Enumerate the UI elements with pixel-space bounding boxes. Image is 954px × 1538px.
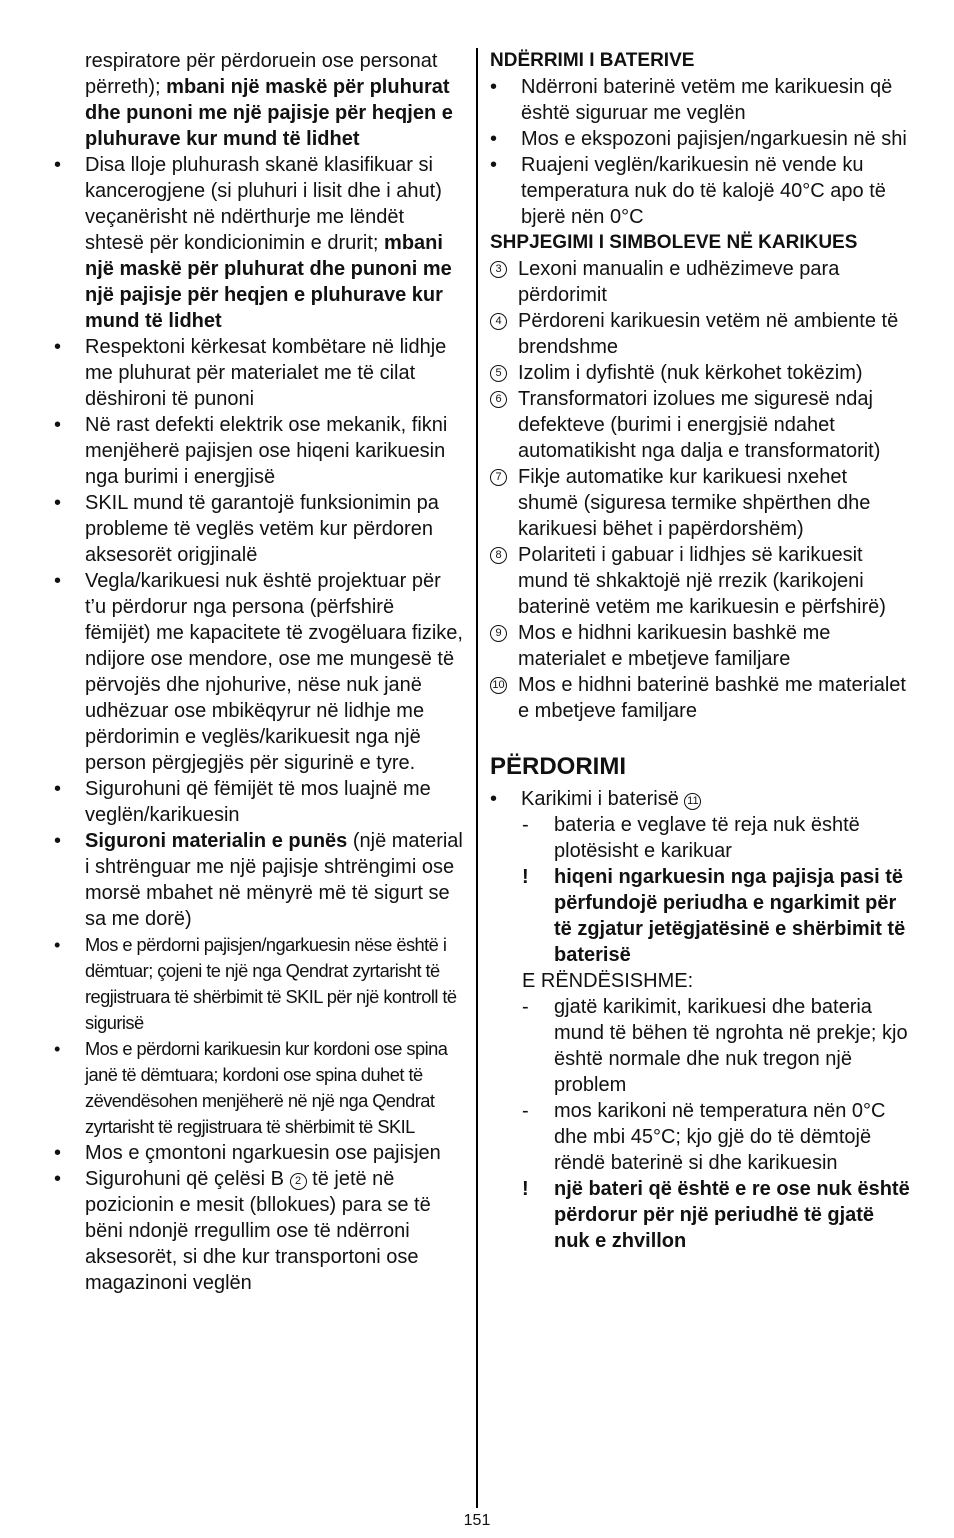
callout-number: 5 [490,365,507,382]
section-title-usage: PËRDORIMI [490,753,627,780]
bullet-marker: • [54,154,62,176]
warning-item: ! hiqeni ngarkuesin nga pajisja pasi të përfundojë periudha e ngarkimit për të zgjatur jetëgjatësinë e shërbimit të baterisë [522,866,906,966]
bullet-marker: • [54,1038,60,1059]
callout-number: 6 [490,391,507,408]
bullet-marker: • [54,1168,62,1190]
bullet-marker: • [54,778,62,800]
list-item: • Respektoni kërkesat kombëtare në lidhje me pluhurat për materialet me të cilat dëshironi të punoni [54,336,447,410]
symbol-item: 8 Polariteti i gabuar i lidhjes së karikuesit mund të shkaktojë një rrezik (karikojeni baterinë vetëm me karikuesin e përfshirë) [490,542,910,620]
bullet-marker: • [54,336,62,358]
symbol-item: 6 Transformatori izolues me siguresë ndaj defekteve (burimi i energjsië ndahet automatikisht nga dalja e transformatorit) [490,386,910,464]
page-number: 151 [463,1512,491,1529]
symbol-item: 3 Lexoni manualin e udhëzimeve para përdorimit [490,256,910,308]
symbol-item: 10 Mos e hidhni baterinë bashkë me materialet e mbetjeve familjare [490,672,910,724]
sub-item: - bateria e veglave të reja nuk është plotësisht e karikuar [522,814,860,862]
list-item: • Ndërroni baterinë vetëm me karikuesin që është siguruar me veglën [490,76,893,124]
dash-marker: - [522,996,529,1018]
list-item: • Disa lloje pluhurash skanë klasifikuar si kancerogjene (si pluhuri i lisit dhe i ahut) veçanërisht në ndërthurje me lëndët shtesë për kondicionimin e drurit; mbani një maskë për pluhurat dhe punoni me një pajisje për heqjen e pluhurave kur mund të lidhet [54,154,452,332]
bullet-marker: • [490,128,498,150]
bullet-marker: • [54,1142,62,1164]
callout-number: 4 [490,313,507,330]
list-item: • Vegla/karikuesi nuk është projektuar për t’u përdorur nga persona (përfshirë fëmijët) me kapacitete të zvogëluara fizike, ndijore ose mendore, ose me mungesë të përvojës dhe njohurive, nëse nuk janë udhëzuar ose mbikëqyrur në lidhje me përdorimin e veglës/karikuesit nga një person përgjegjës për sigurinë e tyre. [54,570,463,774]
callout-number: 7 [490,469,507,486]
callout-number: 2 [290,1173,307,1190]
intro-paragraph: respiratore për përdoruein ose personat përreth); mbani një maskë për pluhurat dhe punoni me një pajisje për heqjen e pluhurave kur mund të lidhet [85,50,453,150]
callout-number: 11 [684,793,701,810]
dash-marker: - [522,814,529,836]
list-item: • Karikimi i baterisë 11 [490,786,910,812]
section-heading-symbols: SHPJEGIMI I SIMBOLEVE NË KARIKUES [490,232,858,253]
bullet-marker: • [490,76,498,98]
sub-item: - gjatë karikimit, karikuesi dhe bateria mund të bëhen të ngrohta në prekje; kjo është normale dhe nuk tregon një problem [522,996,908,1096]
warning-marker: ! [522,1178,529,1200]
left-column [54,48,464,1296]
symbol-item: 4 Përdoreni karikuesin vetëm në ambiente të brendshme [490,308,910,360]
section-heading-batteries: NDËRRIMI I BATERIVE [490,50,695,71]
list-item: • Sigurohuni që fëmijët të mos luajnë me veglën/karikuesin [54,778,431,826]
bullet-marker: • [54,934,60,955]
bullet-marker: • [490,154,498,176]
bullet-marker: • [54,570,62,592]
bullet-marker: • [490,788,498,810]
sub-item: - mos karikoni në temperatura nën 0°C dhe mbi 45°C; kjo gjë do të dëmtojë rëndë baterinë si dhe karikuesin [522,1100,886,1174]
important-label: E RËNDËSISHME: [522,970,694,992]
callout-number: 8 [490,547,507,564]
list-item: • Mos e çmontoni ngarkuesin ose pajisjen [54,1142,441,1164]
list-item: • Në rast defekti elektrik ose mekanik, fikni menjëherë pajisjen ose hiqeni karikuesin nga burimi i energjisë [54,414,448,488]
list-item: • Mos e përdorni pajisjen/ngarkuesin nëse është i dëmtuar; çojeni te një nga Qendrat zyrtarisht të regjistruara të shërbimit të SKIL për një kontroll të sigurisë [54,934,457,1033]
callout-number: 9 [490,625,507,642]
callout-number: 10 [490,677,507,694]
bullet-marker: • [54,414,62,436]
list-item: • Mos e përdorni karikuesin kur kordoni ose spina janë të dëmtuara; kordoni ose spina duhet të zëvendësohen menjëherë në një nga Qendrat zyrtarisht të regjistruara të shërbimit të SKIL [54,1038,448,1137]
list-item: • Siguroni materialin e punës (një material i shtrënguar me një pajisje shtrëngimi ose morsë mbahet në mënyrë më të sigurt se sa me dorë) [54,830,463,930]
warning-item: ! një bateri që është e re ose nuk është përdorur për një periudhë të gjatë nuk e zhvillon [522,1178,910,1252]
list-item: • Mos e ekspozoni pajisjen/ngarkuesin në shi [490,128,907,150]
symbol-item: 5 Izolim i dyfishtë (nuk kërkohet tokëzim) [490,360,910,386]
callout-number: 3 [490,261,507,278]
bullet-marker: • [54,492,62,514]
list-item: • Sigurohuni që çelësi B 2 të jetë në pozicionin e mesit (bllokues) para se të bëni ndonjë rregullim ose të ndërroni aksesorët, si dhe kur transportoni ose magazinoni veglën [54,1168,431,1294]
warning-marker: ! [522,866,529,888]
symbol-item: 9 Mos e hidhni karikuesin bashkë me materialet e mbetjeve familjare [490,620,910,672]
list-item: • SKIL mund të garantojë funksionimin pa probleme të veglës vetëm kur përdoren aksesorët origjinalë [54,492,439,566]
list-item: • Ruajeni veglën/karikuesin në vende ku temperatura nuk do të kalojë 40°C apo të bjerë nën 0°C [490,154,886,228]
symbol-item: 7 Fikje automatike kur karikuesi nxehet shumë (siguresa termike shpërthen dhe karikuesi bëhet i papërdorshëm) [490,464,910,542]
dash-marker: - [522,1100,529,1122]
column-divider [476,48,478,1508]
bullet-marker: • [54,830,62,852]
right-column [490,48,910,1254]
